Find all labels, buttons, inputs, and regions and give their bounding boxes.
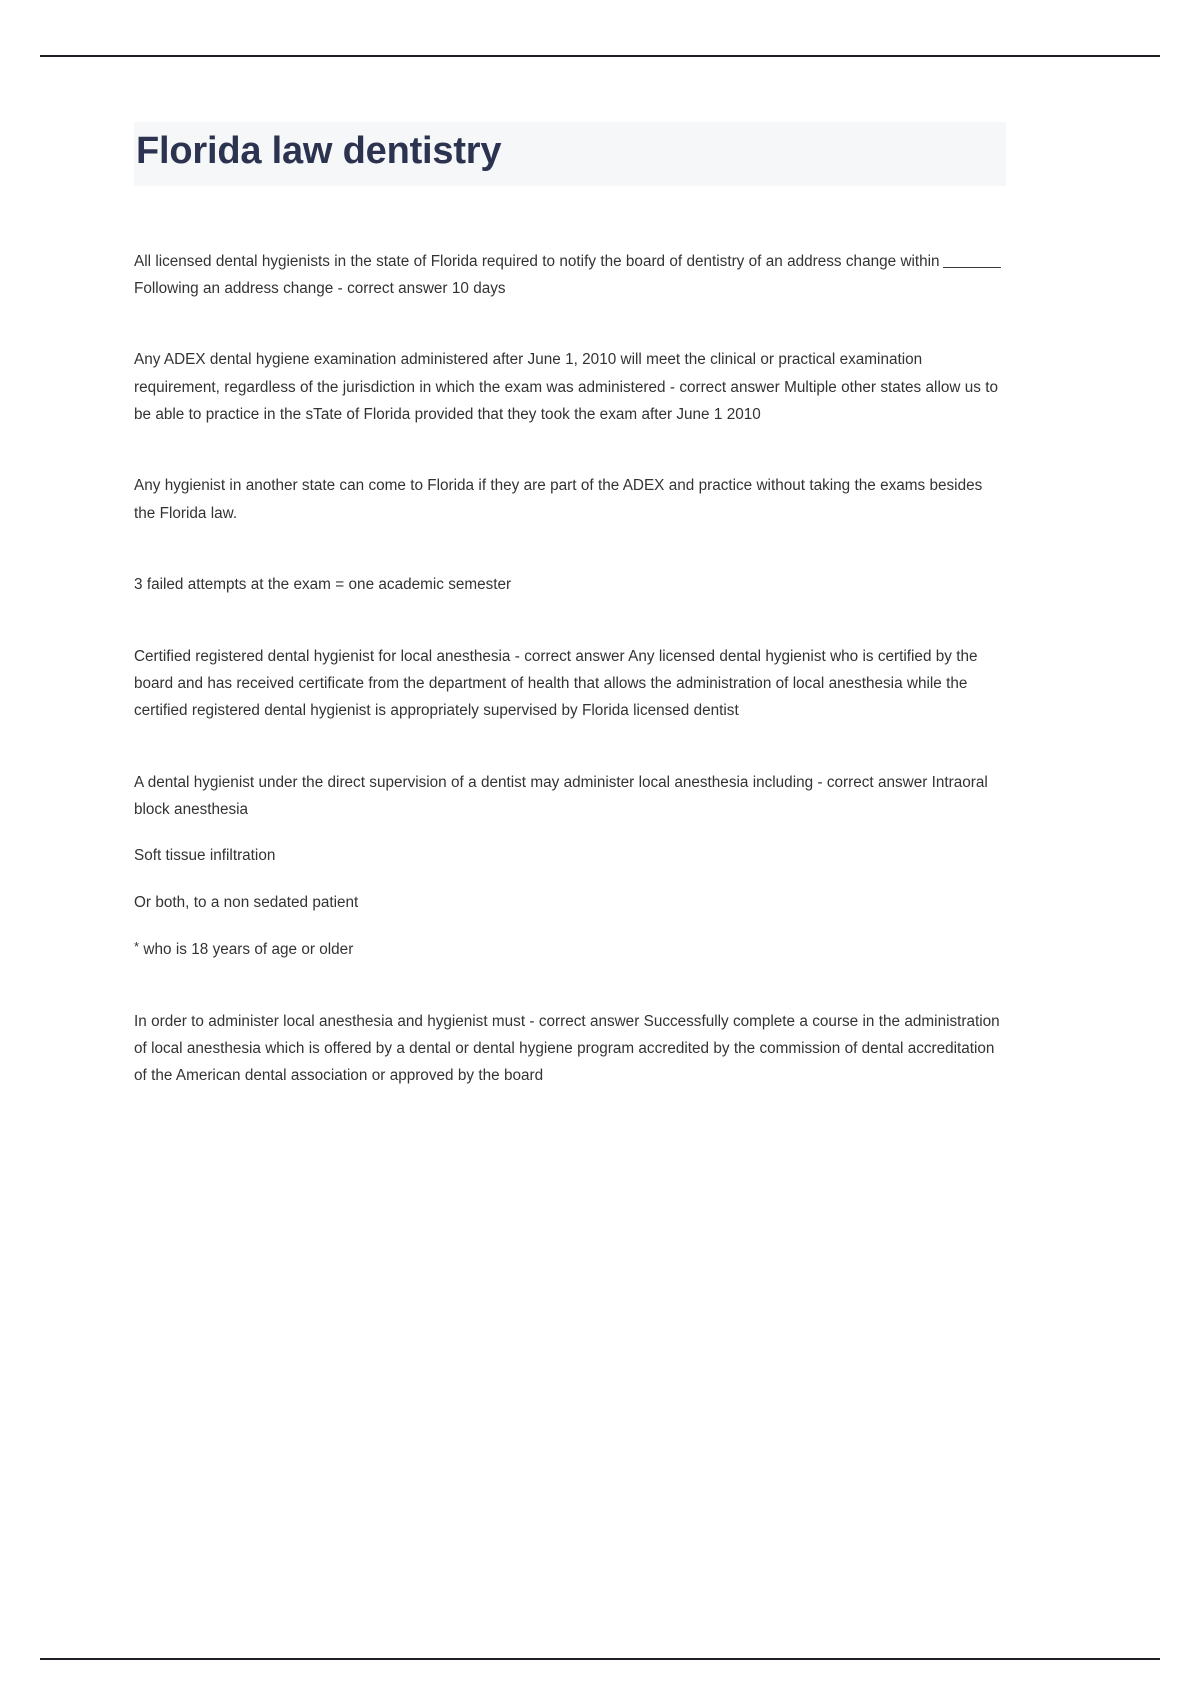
paragraph-or-both-non-sedated: Or both, to a non sedated patient (134, 893, 359, 911)
asterisk-marker: * (134, 939, 140, 955)
fill-in-blank (943, 267, 1001, 268)
title-band (134, 122, 1006, 186)
page-bottom-rule (40, 1658, 1160, 1660)
paragraph-course-requirement: In order to administer local anesthesia and hygienist must - correct answer Successfully complete a course in the administration of local anesthesia which is offered by a dental or dental hygiene program accredited by the commission of dental accreditation of the American dental association or approved by the board (134, 1012, 1000, 1085)
paragraph-text-before-blank: All licensed dental hygienists in the state of Florida required to notify the board of dentistry of an address change within (134, 252, 940, 270)
paragraph-address-change-notification (134, 248, 1006, 303)
paragraph-text-after-blank: Following an address change - correct answer 10 days (134, 279, 506, 297)
paragraph-failed-attempts-rule: 3 failed attempts at the exam = one academic semester (134, 576, 512, 594)
age-requirement-text: who is 18 years of age or older (139, 941, 354, 959)
paragraph-direct-supervision-anesthesia: A dental hygienist under the direct supervision of a dentist may administer local anesthesia including - correct answer Intraoral block anesthesia (134, 773, 988, 818)
paragraph-out-of-state-hygienist-adex: Any hygienist in another state can come to Florida if they are part of the ADEX and practice without taking the exams besides the Florida law. (134, 477, 983, 522)
document-content (134, 122, 1006, 1134)
page-top-rule (40, 55, 1160, 57)
body-text-block (134, 248, 1006, 1090)
page-title: Florida law dentistry (136, 130, 502, 172)
paragraph-adex-examination-after-june-2010: Any ADEX dental hygiene examination administered after June 1, 2010 will meet the clinical or practical examination requirement, regardless of the jurisdiction in which the exam was administered - correct answer Multiple other states allow us to be able to practice in the sTate of Florida provided that they took the exam after June 1 2010 (134, 351, 999, 423)
paragraph-certified-registered-dental-hygienist: Certified registered dental hygienist for local anesthesia - correct answer Any licensed dental hygienist who is certified by the board and has received certificate from the department of health that allows the administration of local anesthesia while the certified registered dental hygienist is appropriately supervised by Florida licensed dentist (134, 647, 978, 720)
paragraph-age-requirement (134, 935, 1006, 963)
paragraph-soft-tissue-infiltration: Soft tissue infiltration (134, 847, 276, 865)
